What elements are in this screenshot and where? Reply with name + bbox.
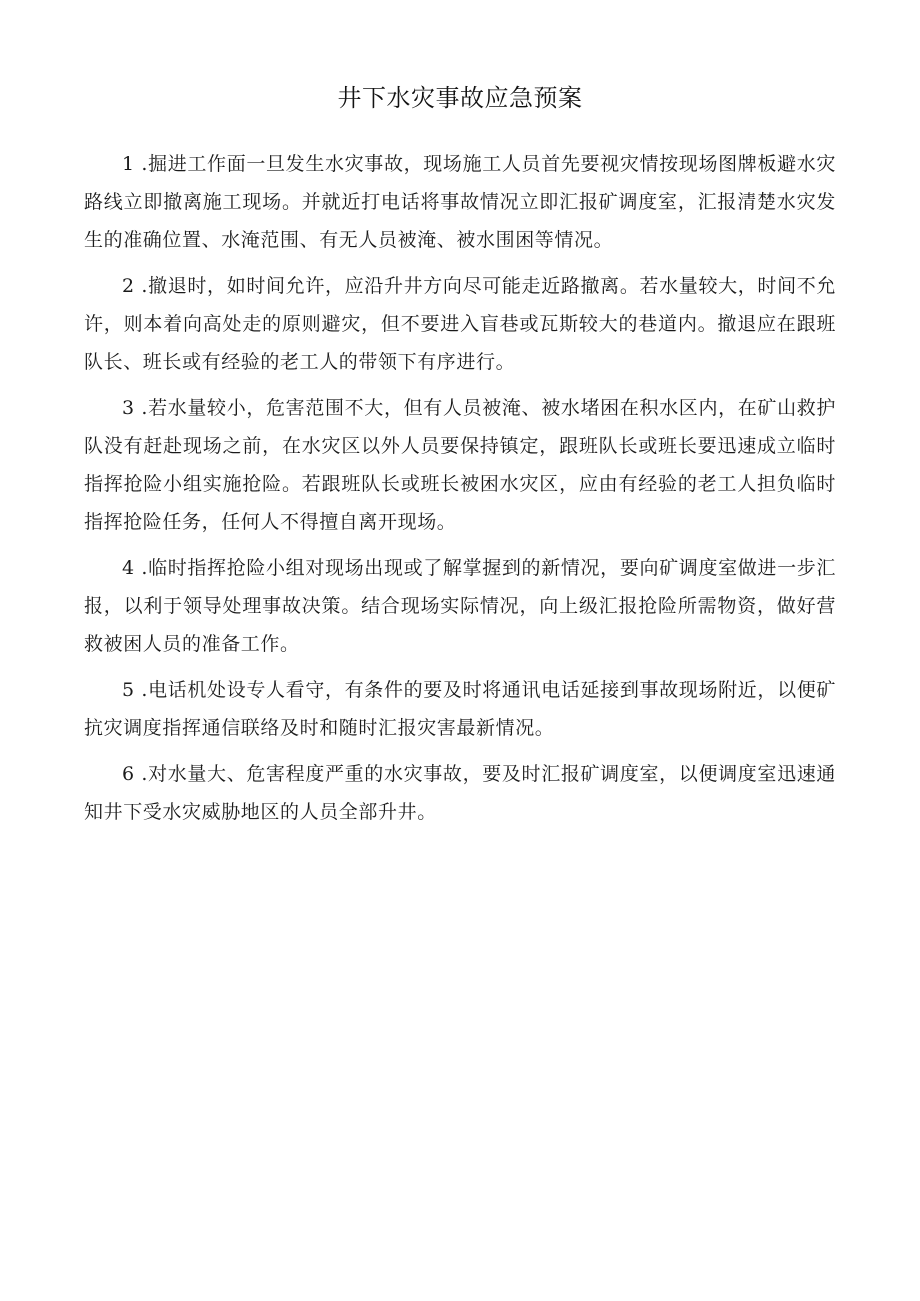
document-title: 井下水灾事故应急预案 — [337, 84, 583, 112]
document-body — [84, 145, 836, 839]
paragraph-3: 3 .若水量较小，危害范围不大，但有人员被淹、被水堵困在积水区内，在矿山救护队没有赶赴现场之前，在水灾区以外人员要保持镇定，跟班队长或班长要迅速成立临时指挥抢险小组实施抢险。若跟班队长或班长被困水灾区，应由有经验的老工人担负临时指挥抢险任务，任何人不得擅自离开现场。 — [84, 397, 836, 533]
paragraph-1: 1 .掘进工作面一旦发生水灾事故，现场施工人员首先要视灾情按现场图牌板避水灾路线立即撤离施工现场。并就近打电话将事故情况立即汇报矿调度室，汇报清楚水灾发生的准确位置、水淹范围、有无人员被淹、被水围困等情况。 — [84, 153, 836, 251]
paragraph-5: 5 .电话机处设专人看守，有条件的要及时将通讯电话延接到事故现场附近，以便矿抗灾调度指挥通信联络及时和随时汇报灾害最新情况。 — [84, 679, 836, 739]
paragraph-4: 4 .临时指挥抢险小组对现场出现或了解掌握到的新情况，要向矿调度室做进一步汇报，以利于领导处理事故决策。结合现场实际情况，向上级汇报抢险所需物资，做好营救被困人员的准备工作。 — [84, 557, 836, 655]
paragraph-2: 2 .撤退时，如时间允许，应沿升井方向尽可能走近路撤离。若水量较大，时间不允许，则本着向高处走的原则避灾，但不要进入盲巷或瓦斯较大的巷道内。撤退应在跟班队长、班长或有经验的老工人的带领下有序进行。 — [84, 275, 836, 373]
paragraph-6: 6 .对水量大、危害程度严重的水灾事故，要及时汇报矿调度室，以便调度室迅速通知井下受水灾威胁地区的人员全部升井。 — [84, 763, 836, 823]
